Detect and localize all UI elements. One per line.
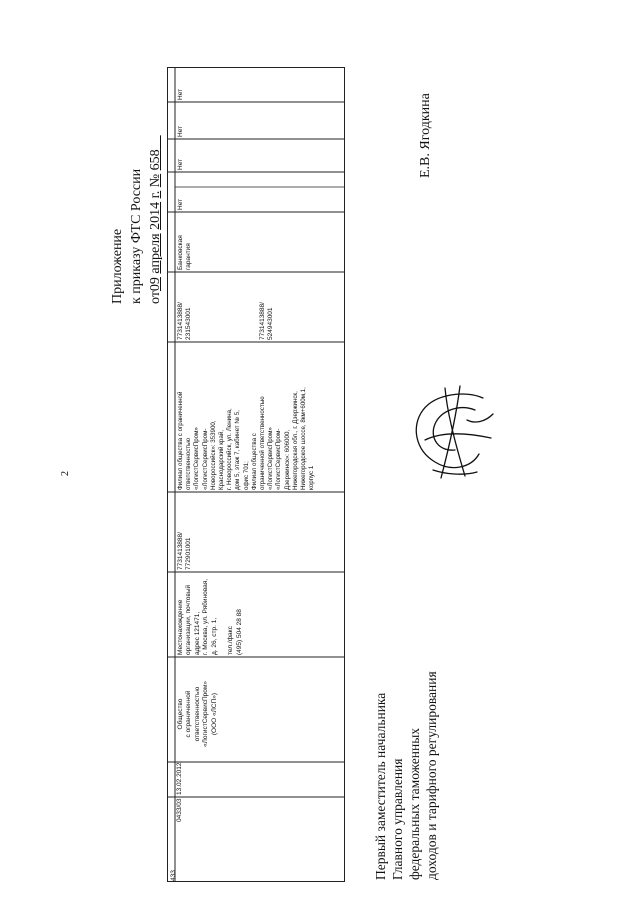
address-line: тел./факс	[227, 626, 235, 655]
cell-org-name	[177, 681, 219, 747]
branch-line: Филиал общества с ограниченной	[177, 391, 184, 490]
date-year: 2014	[148, 201, 163, 230]
kpp-line: 772901001	[185, 537, 193, 570]
branch-line: «ЛогистСервисПром»	[267, 427, 275, 490]
guarantee-line: гарантия	[185, 243, 193, 270]
branch-line: офис 701;	[242, 461, 250, 490]
guarantee-line: Банковская	[177, 235, 184, 270]
cell-branch	[177, 387, 316, 490]
handwritten-signature	[405, 380, 500, 485]
branch-line: Филиал общества с	[250, 433, 258, 490]
date-day: 09	[148, 277, 163, 292]
branch-line: г. Новороссийск, ул. Ленина,	[226, 408, 234, 490]
order-number-label: №	[148, 173, 163, 188]
address-line: Местонахождение	[177, 599, 184, 655]
branch-inn-line: 7731413888/	[177, 302, 184, 340]
branch-kpp-line: 231543001	[185, 307, 193, 340]
order-number: 658	[148, 149, 163, 171]
cell-date: 13.02.2012	[176, 762, 183, 795]
registry-table	[167, 67, 345, 882]
appendix-date-line	[146, 135, 165, 304]
branch-kpp-line: 524943001	[267, 307, 275, 340]
branch-inn-line: 7731413888/	[259, 302, 266, 340]
address-line: организации, почтовый	[185, 584, 193, 655]
branch-line: ограниченной ответственностью	[259, 396, 267, 490]
cell-address	[177, 579, 244, 655]
branch-line: ответственностью	[185, 437, 193, 490]
branch-line: Нижегородское шоссе, 8км+600м,1,	[300, 387, 308, 490]
cell-no-1: Нет	[177, 198, 184, 210]
address-line: (495) 504 28 88	[235, 609, 243, 655]
cell-inn-kpp	[177, 532, 194, 570]
signatory-name: Е.В. Ягодкина	[418, 93, 433, 178]
date-suffix: г.	[148, 190, 163, 199]
signer-title	[372, 671, 440, 880]
signer-line: федеральных таможенных	[407, 727, 422, 880]
date-month: апреля	[148, 233, 163, 274]
cell-no-2: Нет	[177, 158, 184, 170]
org-name-line: ответственностью	[193, 686, 201, 742]
inn-line: 7731413888/	[177, 532, 184, 570]
cell-no-4: Нет	[177, 88, 184, 100]
branch-line: «ЛогистСервисПром-	[201, 428, 209, 490]
address-line	[219, 579, 227, 655]
branch-line: корпус 1	[308, 465, 316, 490]
page-number: 2	[60, 471, 71, 476]
org-name-line: «ЛогистСервисПром»	[202, 681, 210, 747]
appendix-header	[108, 135, 165, 304]
date-prefix: от	[148, 291, 163, 304]
appendix-order-ref: к приказу ФТС России	[129, 168, 144, 304]
signer-line: Главного управления	[390, 758, 405, 880]
cell-no-3: Нет	[177, 125, 184, 137]
branch-line: дом 5, этаж 7, кабинет № 5,	[234, 410, 242, 490]
cell-branch-inn-2	[259, 302, 276, 340]
org-name-line: (ООО «ЛСП»)	[210, 692, 218, 736]
branch-line: «ЛогистСервисПром-	[275, 428, 283, 490]
address-line: г. Москва, ул. Рябиновая,	[202, 578, 210, 655]
cell-branch-inn-1	[177, 302, 194, 340]
branch-line: Дзержинск»: 606000,	[283, 429, 291, 490]
branch-line: «ЛогистСервисПром»	[193, 427, 201, 490]
org-name-line: Общество	[177, 698, 184, 730]
org-name-line: с ограниченной	[185, 690, 193, 738]
branch-line: Новороссийск»: 353900,	[209, 420, 217, 490]
branch-line: Нижегородская обл., г. Дзержинск,	[291, 391, 299, 490]
signer-line: Первый заместитель начальника	[373, 692, 388, 880]
address-line: д. 26, стр. 1,	[210, 617, 218, 655]
appendix-title: Приложение	[110, 228, 125, 304]
signer-line: доходов и тарифного регулирования	[424, 671, 439, 880]
cell-index: 433	[170, 870, 177, 881]
cell-guarantee	[177, 235, 194, 270]
address-line: адрес 121471,	[193, 611, 201, 655]
cell-code: 0433/03	[176, 798, 183, 822]
branch-line: Краснодарский край,	[218, 430, 226, 490]
